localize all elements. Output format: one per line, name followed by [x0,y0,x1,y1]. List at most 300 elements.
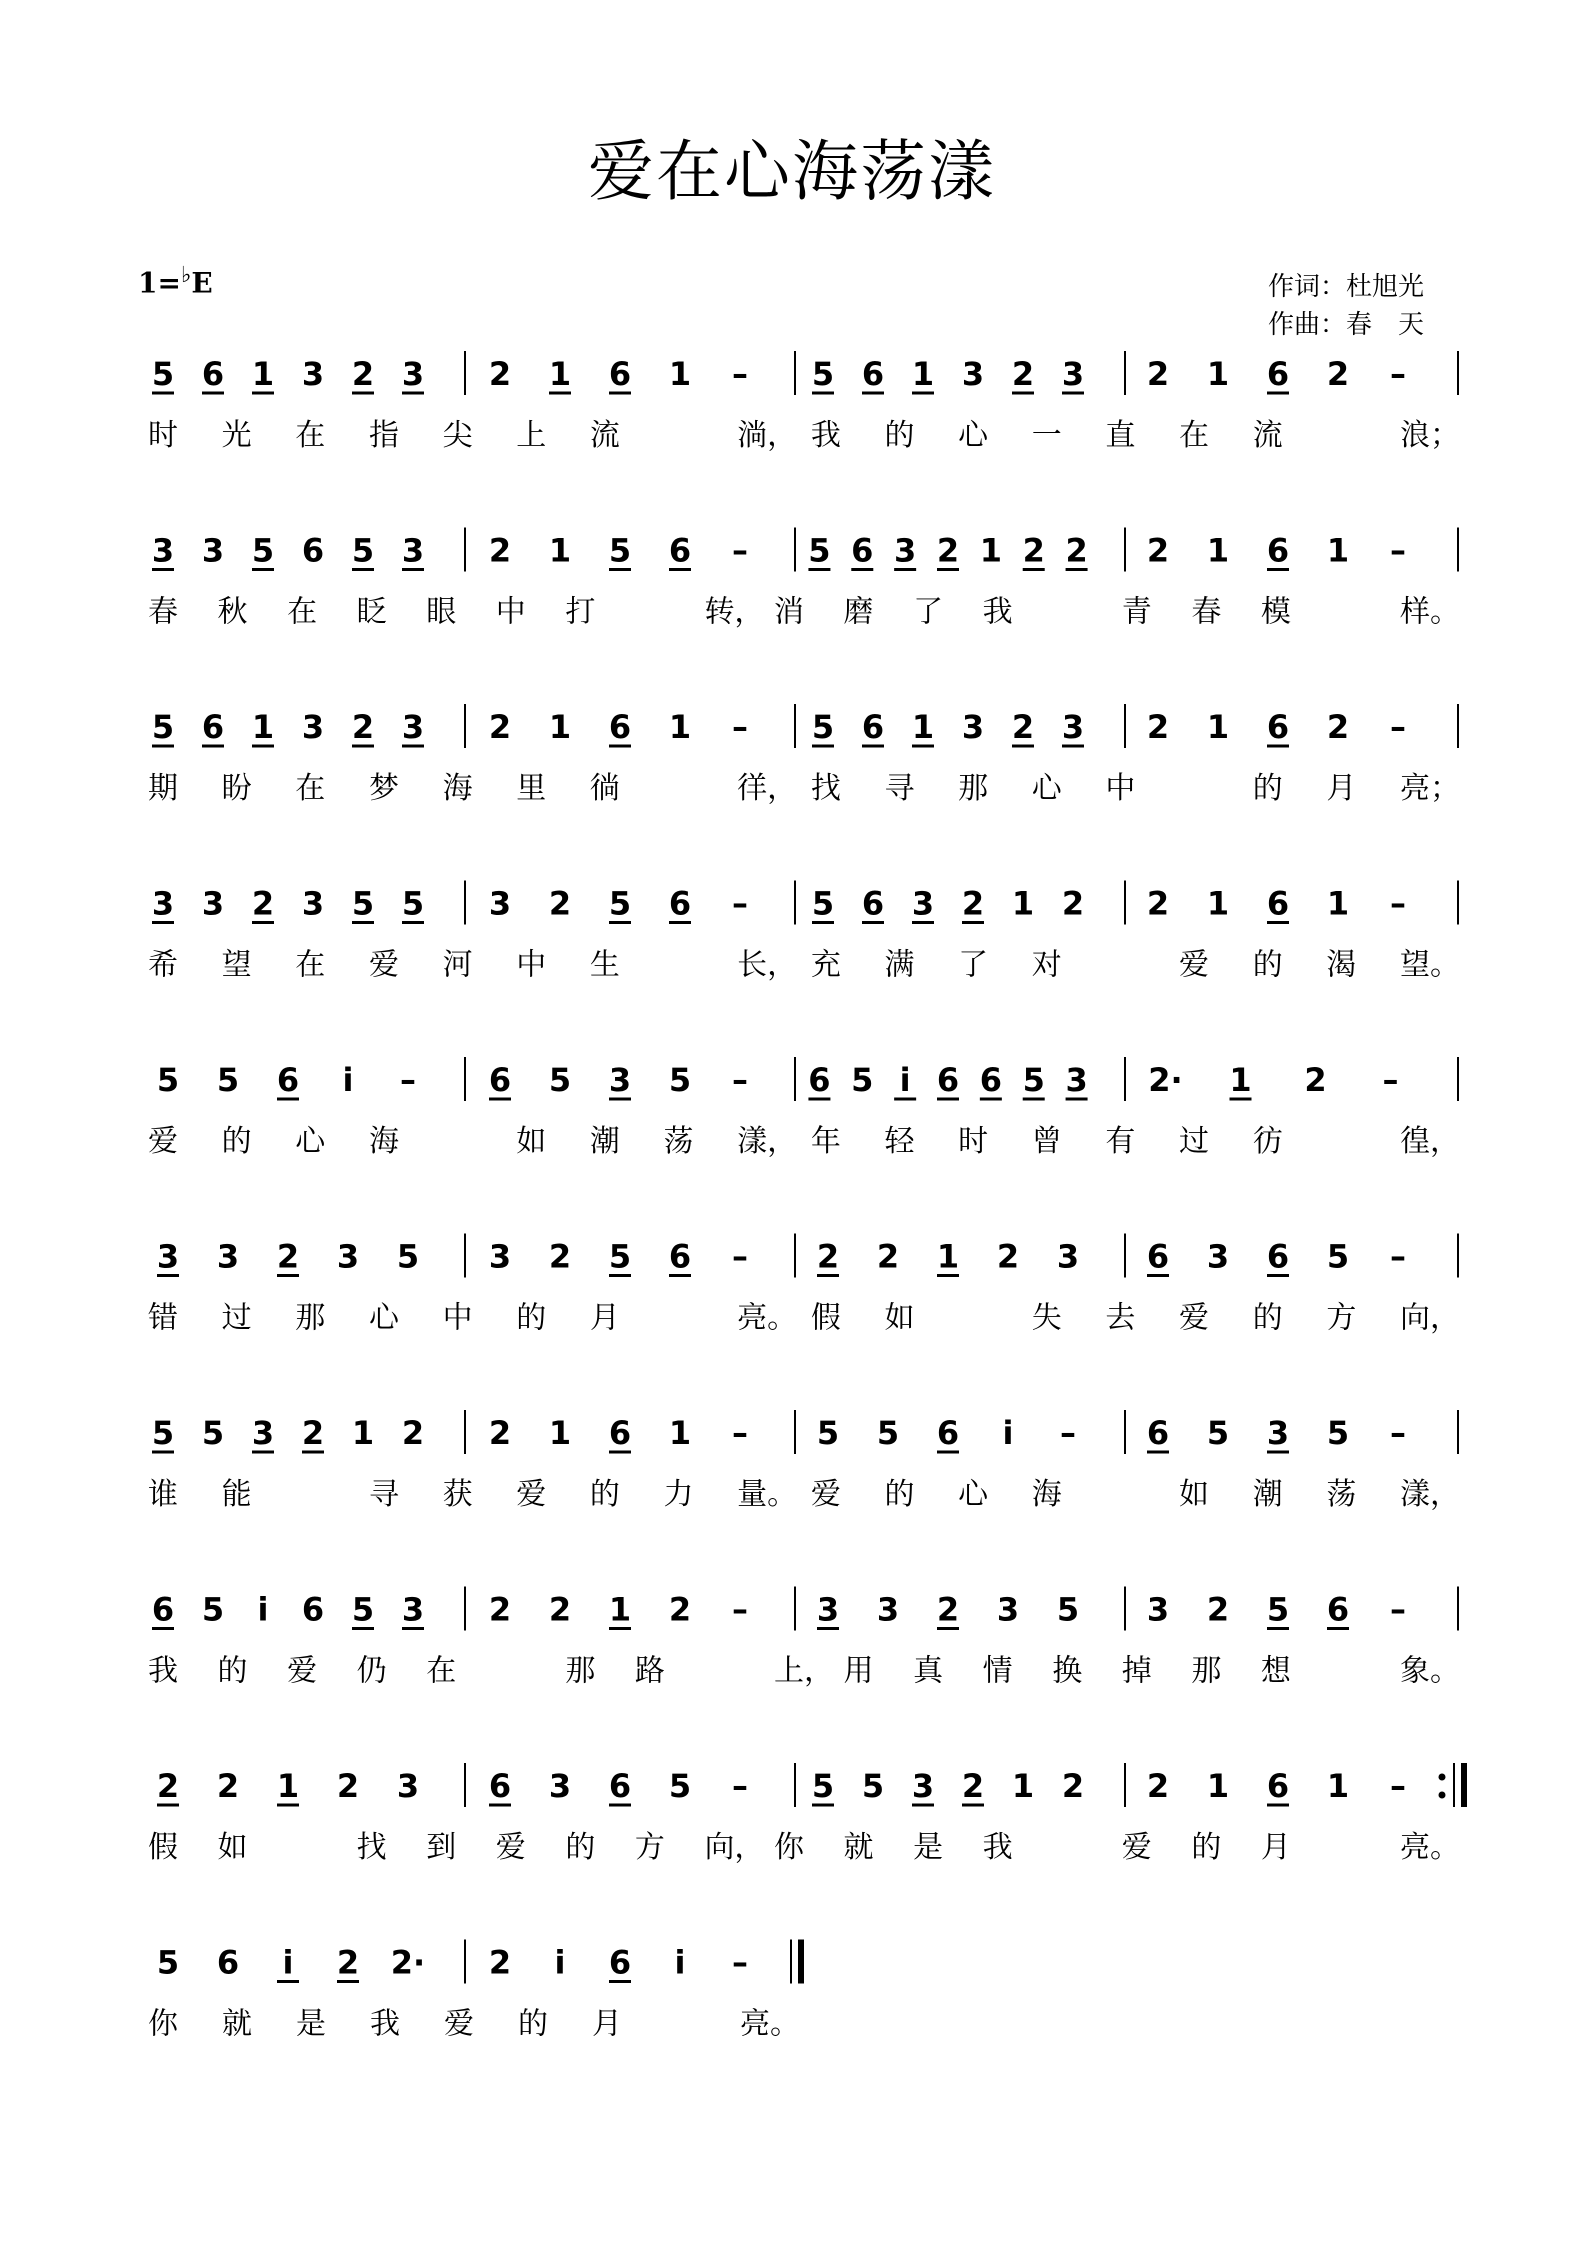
lyric-char: 的 [1191,1830,1222,1865]
note: 5 [156,1943,180,1982]
lyric-char: 浪； [1400,418,1460,453]
note: – [732,1590,748,1629]
lyric-char: 假 [810,1300,841,1336]
note: 2 [1146,1767,1170,1805]
note: 6 [1146,1414,1170,1452]
lyric-char: 转， [704,594,765,630]
lyric-char: 真 [913,1653,944,1689]
note: 5 [668,1767,692,1805]
note: 2 [1326,708,1350,746]
note: 5 [608,884,632,923]
lyric-char: 月 [589,1300,620,1336]
note: 1 [668,708,692,746]
note: 6 [201,708,225,746]
lyric-char: 尖 [442,418,473,453]
note: 6 [201,355,225,393]
composer-credit: 作曲：春 天 [1268,310,1425,340]
repeat-dot [1439,1774,1446,1781]
lyric-char: 的 [217,1653,248,1689]
note: 6 [936,1061,960,1099]
note: 2· [390,1943,426,1982]
note: 2 [548,1590,572,1629]
note: 1 [548,708,572,746]
lyric-char: 想 [1260,1653,1291,1689]
note: 2 [996,1237,1020,1276]
note: 1 [1206,531,1230,570]
note: 2 [1011,708,1035,746]
note: – [1390,355,1406,393]
lyric-char: 掉 [1121,1653,1152,1689]
note: 2 [1304,1061,1327,1099]
note: 1 [608,1590,632,1629]
note: – [732,355,748,393]
note: 1 [1206,355,1230,393]
note: 6 [488,1767,512,1805]
lyric-char: 月 [1326,771,1357,806]
lyric-char: 生 [589,947,620,983]
lyric-char: 爱 [368,947,399,983]
note: 3 [996,1590,1020,1629]
note: 3 [216,1237,240,1276]
lyric-char: 时 [958,1124,989,1159]
note: 1 [548,531,572,570]
lyric-char: 流 [1252,418,1283,453]
lyric-char: 梦 [368,771,399,806]
note: i [554,1943,566,1982]
lyric-char: 象。 [1400,1653,1460,1689]
lyric-char: 找 [356,1830,387,1865]
lyric-char: 年 [810,1124,841,1159]
note: 3 [816,1590,840,1629]
lyric-char: 曾 [1031,1124,1062,1159]
note: 2 [251,884,275,923]
note: 3 [1061,708,1085,746]
lyric-char: 中 [442,1300,473,1336]
note: 3 [156,1237,180,1276]
note: 3 [401,531,425,570]
lyric-char: 消 [774,594,804,630]
note: 5 [251,531,275,570]
note: 3 [1266,1414,1290,1452]
key-prefix: 1= [138,266,181,300]
note: 3 [488,1237,512,1276]
lyric-char: 的 [1252,771,1283,806]
note: – [732,884,748,923]
note: 3 [151,884,175,923]
lyric-char: 的 [516,1300,547,1336]
note: i [257,1590,269,1629]
lyric-char: 能 [221,1477,252,1512]
lyric-char: 望 [221,947,252,983]
lyric-char: 寻 [368,1477,399,1512]
note: 2 [936,531,960,570]
note: 2 [816,1237,840,1276]
flat-sign: ♭ [180,262,192,288]
note: – [1390,531,1406,570]
lyric-char: 那 [1191,1653,1222,1689]
lyric-char: 你 [148,2006,178,2042]
lyric-char: 了 [958,947,989,983]
note: 3 [201,531,225,570]
lyric-char: 上 [516,418,547,453]
note: 6 [1266,355,1290,393]
lyric-char: 里 [516,771,547,806]
lyric-char: 用 [843,1653,874,1689]
note: 6 [979,1061,1002,1099]
lyric-char: 打 [565,594,596,630]
note: 5 [1056,1590,1080,1629]
note: 2 [936,1590,960,1629]
song-title: 爱在心海荡漾 [588,133,996,210]
note: – [732,1061,748,1099]
lyric-char: 寻 [884,771,915,806]
note: – [400,1061,416,1099]
lyric-char: 向， [1400,1300,1460,1336]
note: 6 [1266,884,1290,923]
note: 2 [1065,531,1088,570]
lyric-char: 样。 [1400,594,1460,630]
note: 5 [811,884,835,923]
note: 3 [251,1414,275,1452]
note: 5 [811,355,835,393]
lyric-char: 你 [774,1830,804,1865]
note: – [1390,1767,1406,1805]
lyric-char: 力 [663,1477,694,1512]
note: 3 [894,531,917,570]
note: 1 [1326,884,1350,923]
note: 1 [911,708,935,746]
note: – [1390,1237,1406,1276]
lyric-char: 我 [148,1653,178,1689]
note: 3 [1146,1590,1170,1629]
note: 5 [608,531,632,570]
lyric-char: 爱 [1179,1300,1210,1336]
lyric-char: 亮； [1400,771,1460,806]
lyric-char: 长， [737,947,798,983]
note: 3 [1206,1237,1230,1276]
lyric-char: 荡 [1326,1477,1357,1512]
lyric-char: 心 [368,1300,399,1336]
note: 6 [668,884,692,923]
note: 5 [816,1414,840,1452]
lyric-char: 模 [1260,594,1291,630]
note: 6 [608,1767,632,1805]
lyric-char: 过 [221,1300,252,1336]
lyric-char: 春 [148,594,178,630]
note: 2 [1061,884,1085,923]
lyric-char: 爱 [516,1477,547,1512]
lyric-char: 如 [217,1830,248,1865]
note: 2 [961,1767,985,1805]
lyric-char: 我 [982,594,1013,630]
note: i [899,1061,911,1099]
note: 2 [1146,531,1170,570]
lyric-char: 亮。 [737,1300,798,1336]
note: 2· [1148,1061,1183,1099]
note: 5 [156,1061,180,1099]
lyric-char: 海 [1031,1477,1062,1512]
note: i [342,1061,354,1099]
lyric-char: 望。 [1400,947,1460,983]
note: i [1002,1414,1014,1452]
lyric-char: 去 [1105,1300,1136,1336]
note: 5 [151,355,175,393]
lyric-char: 心 [958,418,989,453]
lyric-char: 在 [287,594,318,630]
lyric-char: 方 [1326,1300,1357,1336]
lyric-char: 我 [982,1830,1013,1865]
lyric-char: 海 [368,1124,399,1159]
note: 5 [1326,1237,1350,1276]
lyric-char: 那 [958,771,989,806]
note: 5 [216,1061,240,1099]
lyric-char: 爱 [148,1124,178,1159]
lyric-char: 方 [634,1830,665,1865]
note: 5 [351,884,375,923]
note: 2 [156,1767,180,1805]
note: 6 [216,1943,240,1982]
lyric-char: 期 [148,771,178,806]
note: 1 [1326,1767,1350,1805]
note: 6 [861,708,885,746]
note: 3 [401,1590,425,1629]
note: 2 [488,1590,512,1629]
note: 2 [1146,884,1170,923]
lyric-char: 渴 [1326,947,1357,983]
note: – [1390,1590,1406,1629]
lyric-char: 心 [958,1477,989,1512]
repeat-dot [1439,1792,1446,1799]
lyric-char: 向， [704,1830,765,1865]
lyric-char: 青 [1121,594,1152,630]
note: 1 [276,1767,300,1805]
lyric-char: 潮 [1252,1477,1283,1512]
note: 6 [861,884,885,923]
note: 5 [351,531,375,570]
lyric-char: 如 [1179,1477,1210,1512]
lyric-char: 过 [1179,1124,1210,1159]
note: 1 [1229,1061,1252,1099]
lyric-char: 的 [565,1830,596,1865]
note: 3 [151,531,175,570]
note: 5 [861,1767,885,1805]
note: 1 [1206,884,1230,923]
note: 6 [1266,1767,1290,1805]
lyric-char: 中 [1105,771,1136,806]
note: 3 [961,355,985,393]
lyric-char: 爱 [810,1477,841,1512]
lyric-char: 找 [810,771,841,806]
lyric-char: 徜 [589,771,620,806]
lyric-char: 在 [426,1653,457,1689]
lyric-char: 在 [295,418,326,453]
note: 5 [201,1414,225,1452]
note: 2 [1146,355,1170,393]
lyric-char: 指 [368,418,399,453]
lyric-char: 潮 [589,1124,620,1159]
note: 1 [548,355,572,393]
lyric-char: 亮。 [740,2006,800,2042]
note: 2 [1326,355,1350,393]
lyric-char: 上， [774,1653,834,1689]
note: – [1060,1414,1076,1452]
lyric-char: 情 [982,1653,1013,1689]
lyric-char: 春 [1191,594,1222,630]
lyric-char: 在 [295,947,326,983]
note: 6 [1266,531,1290,570]
lyric-char: 到 [426,1830,457,1865]
lyric-char: 的 [1252,1300,1283,1336]
note: – [732,708,748,746]
note: 1 [1326,531,1350,570]
lyric-char: 获 [442,1477,473,1512]
lyric-char: 荡 [663,1124,694,1159]
note: 1 [351,1414,375,1452]
lyric-char: 是 [296,2006,326,2042]
note: 2 [1206,1590,1230,1629]
lyric-char: 爱 [444,2006,474,2042]
note: 6 [668,531,692,570]
lyric-char: 了 [913,594,944,630]
lyric-char: 我 [370,2006,400,2042]
note: 3 [1056,1237,1080,1276]
lyric-char: 希 [148,947,178,983]
lyric-char: 磨 [843,594,874,630]
note: 3 [401,355,425,393]
lyric-char: 路 [634,1653,665,1689]
lyric-char: 仍 [356,1653,387,1689]
note: 2 [301,1414,325,1452]
note: 2 [548,884,572,923]
note: 5 [351,1590,375,1629]
lyric-char: 如 [884,1300,915,1336]
note: 5 [151,708,175,746]
note: 2 [1146,708,1170,746]
note: 1 [1011,884,1035,923]
note: 5 [608,1237,632,1276]
note: – [732,1943,748,1982]
lyric-char: 心 [295,1124,326,1159]
lyric-char: 错 [148,1300,178,1336]
lyric-char: 量。 [737,1477,798,1512]
lyric-char: 的 [518,2006,548,2042]
note: 3 [1061,355,1085,393]
note: 1 [911,355,935,393]
lyric-char: 在 [295,771,326,806]
note: 3 [911,1767,935,1805]
lyric-char: 海 [442,771,473,806]
note: 5 [151,1414,175,1452]
note: – [732,531,748,570]
lyricist-credit: 作词：杜旭光 [1268,272,1425,302]
note: 1 [548,1414,572,1452]
lyric-char: 一 [1031,418,1062,453]
note: 5 [808,531,831,570]
lyric-char: 就 [222,2006,252,2042]
note: 2 [1022,531,1045,570]
note: 5 [851,1061,874,1099]
note: 6 [936,1414,960,1452]
note: 3 [336,1237,360,1276]
lyric-char: 我 [810,418,841,453]
lyric-char: 眼 [426,594,457,630]
lyric-char: 就 [843,1830,874,1865]
note: 5 [1326,1414,1350,1452]
note: 5 [668,1061,692,1099]
lyric-char: 时 [148,418,178,453]
note: 2 [351,355,375,393]
note: 3 [488,884,512,923]
lyric-char: 直 [1105,418,1136,453]
note: 2 [488,355,512,393]
lyric-char: 谁 [148,1477,178,1512]
lyric-char: 爱 [495,1830,526,1865]
note: 5 [1022,1061,1045,1099]
note: 5 [401,884,425,923]
note: 2 [401,1414,425,1452]
lyric-char: 中 [495,594,526,630]
note: 2 [351,708,375,746]
lyric-char: 爱 [287,1653,318,1689]
lyric-char: 漾， [737,1124,798,1159]
note: 3 [608,1061,632,1099]
lyric-char: 充 [810,947,841,983]
note: 5 [1206,1414,1230,1452]
note: 1 [1206,1767,1230,1805]
lyric-char: 亮。 [1400,1830,1460,1865]
lyric-char: 对 [1031,947,1062,983]
note: 6 [608,355,632,393]
note: 6 [608,708,632,746]
note: 1 [668,1414,692,1452]
lyric-char: 彷 [1252,1124,1283,1159]
note: i [282,1943,294,1982]
lyric-char: 有 [1105,1124,1136,1159]
note: 1 [936,1237,960,1276]
lyric-char: 失 [1031,1300,1062,1336]
note: 6 [301,531,325,570]
lyric-char: 换 [1052,1653,1083,1689]
lyric-char: 月 [592,2006,622,2042]
note: – [1390,1414,1406,1452]
lyric-char: 那 [565,1653,596,1689]
note: 2 [488,1943,512,1982]
note: 6 [1266,708,1290,746]
note: 6 [301,1590,325,1629]
note: 1 [251,355,275,393]
lyric-char: 心 [1031,771,1062,806]
lyric-char: 是 [913,1830,944,1865]
note: 1 [979,531,1002,570]
note: 6 [1266,1237,1290,1276]
lyric-char: 徨， [1400,1124,1460,1159]
note: 6 [608,1414,632,1452]
note: 5 [548,1061,572,1099]
note: 2 [336,1767,360,1805]
note: 2 [488,1414,512,1452]
note: – [1382,1061,1399,1099]
note: 3 [396,1767,420,1805]
note: 1 [1206,708,1230,746]
lyric-char: 的 [884,1477,915,1512]
lyric-char: 的 [221,1124,252,1159]
lyric-char: 轻 [884,1124,915,1159]
note: 2 [1011,355,1035,393]
note: – [732,1414,748,1452]
note: 5 [876,1414,900,1452]
lyric-char: 满 [884,947,915,983]
note: 3 [401,708,425,746]
